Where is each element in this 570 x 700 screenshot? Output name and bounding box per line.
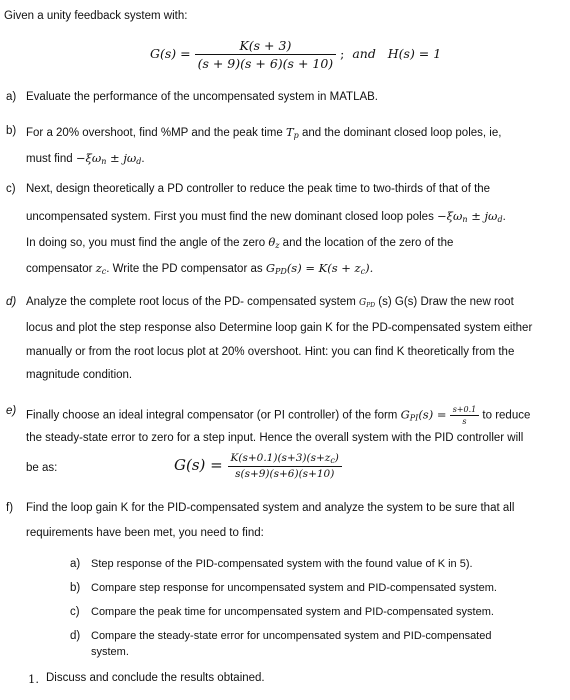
item-c-label: c) <box>6 183 16 195</box>
sub-item-d-text: Compare the steady-state error for uncompensated system and PID-compensated <box>91 630 492 642</box>
pid-equation: G(s) = $\frac{K(s+0.1)(s+3)(s+z_c)}{s(s+9)(s+6)(s+10)}$ <box>174 452 342 480</box>
item-e-line1: Finally choose an ideal integral compensator (or PI controller) of the form $G_{PI}(s)$ = $\frac{s+0.1}{s}$ to reduce <box>26 405 531 426</box>
item-b-line1: For a 20% overshoot, find %MP and the peak time $T_p$ and the dominant closed loop poles, ie, <box>26 125 502 140</box>
final-text: Discuss and conclude the results obtained. <box>46 672 265 684</box>
sub-item-d-text2: system. <box>91 646 129 658</box>
gs-numerator: K(s + 3) <box>239 38 292 53</box>
item-c-line1: Next, design theoretically a PD controller to reduce the peak time to two-thirds of that of the <box>26 183 491 195</box>
final-label: 1. <box>28 672 39 686</box>
item-e-line3: be as: <box>26 462 58 474</box>
gs-fraction <box>195 38 337 71</box>
item-a-label: a) <box>6 91 17 103</box>
item-c-line4: compensator $z_c$. Write the PD compensator as $G_{PD}(s) = K(s + z_c)$. <box>26 261 374 276</box>
gs-and: and <box>352 46 376 61</box>
item-f-line2: requirements have been met, you need to find: <box>26 527 264 539</box>
item-e-line2: the steady-state error to zero for a step input. Hence the overall system with the PID controller will <box>26 432 524 444</box>
hs-equation: H(s) = 1 <box>387 46 442 61</box>
gs-lhs: G(s) = <box>150 46 191 61</box>
item-d-line3: manually or from the root locus plot at 20% overshoot. Hint: you can find K theoretically from the <box>26 346 515 358</box>
item-d-line2: locus and plot the step response also Determine loop gain K for the PD-compensated system either <box>26 322 533 334</box>
sub-item-c-label: c) <box>70 606 80 618</box>
item-f-line1: Find the loop gain K for the PID-compensated system and analyze the system to be sure that all <box>26 502 515 514</box>
sub-item-c-text: Compare the peak time for uncompensated system and PID-compensated system. <box>91 606 494 618</box>
gpi-fraction: $\frac{s+0.1}{s}$ <box>450 405 480 426</box>
sub-item-d-label: d) <box>70 630 81 642</box>
sub-item-a-label: a) <box>70 558 81 570</box>
gs-denominator: (s + 9)(s + 6)(s + 10) <box>195 54 337 71</box>
sub-item-a-text: Step response of the PID-compensated system with the found value of K in 5). <box>91 558 473 570</box>
item-c-line3: In doing so, you must find the angle of the zero $\theta_z$ and the location of the zero of the <box>26 235 454 250</box>
item-a-text: Evaluate the performance of the uncompensated system in MATLAB. <box>26 91 378 103</box>
item-d-line1: Analyze the complete root locus of the PD- compensated system $G_{PD}$ (s) G(s) Draw the new root <box>26 296 514 309</box>
item-d-label: d) <box>6 296 17 308</box>
intro-text: Given a unity feedback system with: <box>4 10 188 22</box>
item-b-line2: must find $-\xi\omega_n \pm j\omega_d$. <box>26 151 145 166</box>
sub-item-b-text: Compare step response for uncompensated system and PID-compensated system. <box>91 582 497 594</box>
item-e-label: e) <box>6 405 17 417</box>
item-d-line4: magnitude condition. <box>26 369 133 381</box>
item-f-label: f) <box>6 502 14 514</box>
item-b-label: b) <box>6 125 17 137</box>
gs-separator: ; <box>340 46 345 61</box>
sub-item-b-label: b) <box>70 582 81 594</box>
item-c-line2: uncompensated system. First you must find the new dominant closed loop poles $-\xi\omega_n \pm j\omega_d$. <box>26 209 506 224</box>
gs-equation <box>150 38 441 71</box>
